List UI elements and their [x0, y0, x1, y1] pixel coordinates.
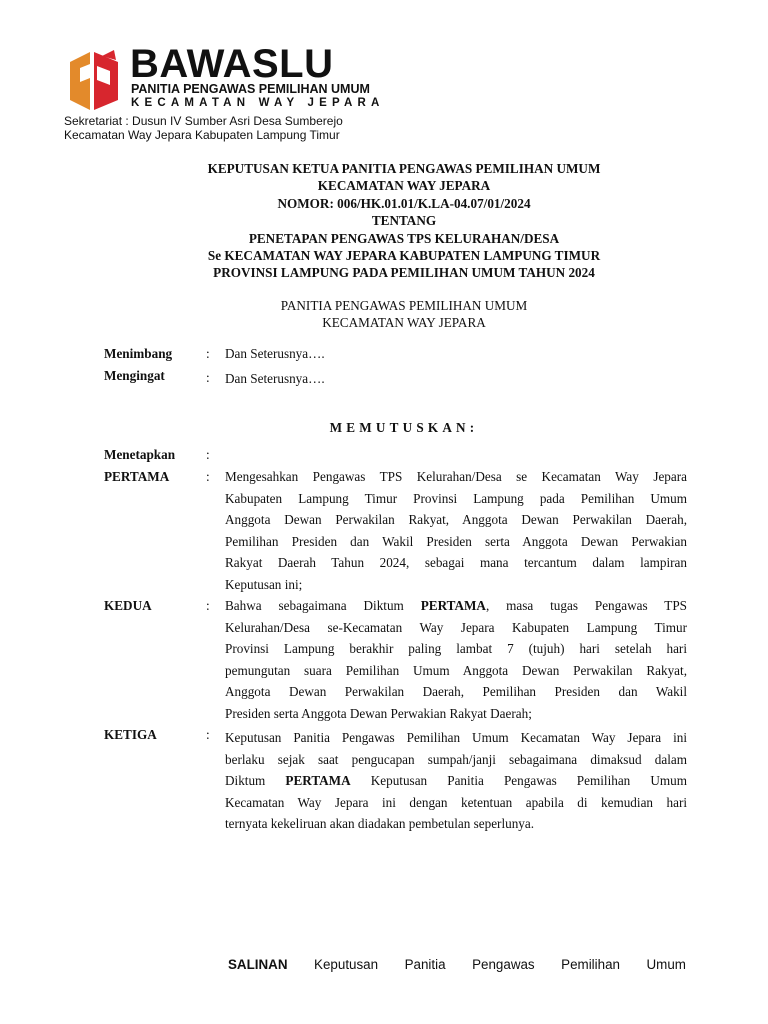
mengingat-label: Mengingat [104, 368, 165, 383]
brand-subtitle: PANITIA PENGAWAS PEMILIHAN UMUM [131, 82, 370, 96]
colon: : [206, 469, 210, 484]
text-line: Kabupaten Lampung Timur Provinsi Lampung pada Pemilihan Umum [225, 490, 687, 506]
colon: : [206, 346, 210, 361]
mengingat-value: Dan Seterusnya…. [225, 371, 325, 386]
menimbang-value: Dan Seterusnya…. [225, 346, 325, 361]
colon: : [206, 727, 210, 742]
decree-number: NOMOR: 006/HK.01.01/K.LA-04.07/01/2024 [277, 195, 531, 211]
text-line: Rakyat Daerah Tahun 2024, sebagai mana tercantum dalam lampiran [225, 555, 687, 571]
text-line: berlaku sejak saat pengucapan sumpah/janji sebagaimana dimaksud dalam [225, 751, 687, 767]
bawaslu-logo-icon [64, 48, 122, 114]
footer-word: Umum [646, 957, 686, 972]
title-line: TENTANG [371, 213, 437, 229]
text-line [225, 595, 687, 617]
text-line: Presiden serta Anggota Dewan Perwakian Rakyat Daerah; [225, 705, 532, 721]
text-line: Kelurahan/Desa se-Kecamatan Way Jepara Kabupaten Lampung Timur [225, 619, 687, 635]
letterhead [64, 42, 385, 142]
text-line: Provinsi Lampung berakhir paling lambat 7 (tujuh) hari setelah hari [225, 641, 687, 657]
text-line: Keputusan ini; [225, 576, 303, 592]
text-line: Pemilihan Presiden dan Wakil Presiden serta Anggota Dewan Perwakian [225, 533, 687, 549]
org-line: KECAMATAN WAY JEPARA [322, 315, 486, 331]
footer-word: SALINAN [228, 957, 288, 972]
text-line: Mengesahkan Pengawas TPS Kelurahan/Desa se Kecamatan Way Jepara [225, 469, 687, 484]
footer-word: Panitia [404, 957, 446, 972]
title-line: Se KECAMATAN WAY JEPARA KABUPATEN LAMPUNG TIMUR [207, 248, 601, 264]
text-line: Anggota Dewan Perwakilan Daerah, Pemilihan Presiden dan Wakil [225, 684, 687, 700]
kedua-label: KEDUA [104, 598, 152, 613]
text-fragment: Diktum [225, 773, 286, 789]
footer-word: Pemilihan [561, 957, 620, 972]
colon: : [206, 598, 210, 613]
menimbang-label: Menimbang [104, 346, 173, 361]
title-line: PROVINSI LAMPUNG PADA PEMILIHAN UMUM TAHUN 2024 [213, 265, 595, 281]
footer-salinan [228, 957, 686, 972]
memutuskan-heading: MEMUTUSKAN: [329, 420, 479, 435]
title-line: KECAMATAN WAY JEPARA [317, 178, 491, 194]
address-line-2: Kecamatan Way Jepara Kabupaten Lampung Timur [64, 128, 340, 142]
ketiga-text [225, 727, 687, 835]
pertama-label: PERTAMA [104, 469, 170, 484]
title-line: PENETAPAN PENGAWAS TPS KELURAHAN/DESA [248, 230, 560, 246]
menetapkan-label: Menetapkan [104, 447, 176, 462]
kedua-text [225, 595, 687, 725]
text-fragment: , masa tugas Pengawas TPS [485, 598, 687, 613]
text-line: pemungutan suara Pemilihan Umum Anggota Dewan Perwakilan Rakyat, [225, 662, 687, 678]
ketiga-label: KETIGA [104, 727, 157, 742]
pertama-text [225, 466, 687, 596]
address-line-1: Sekretariat : Dusun IV Sumber Asri Desa Sumberejo [64, 114, 343, 128]
diktum-reference: PERTAMA [420, 598, 486, 613]
text-fragment: Bahwa sebagaimana Diktum [225, 598, 421, 613]
text-line: Kecamatan Way Jepara ini dengan ketentuan apabila di kemudian hari [225, 794, 687, 810]
text-line: ternyata kekeliruan akan diadakan pembetulan seperlunya. [225, 816, 535, 832]
org-line: PANITIA PENGAWAS PEMILIHAN UMUM [280, 298, 528, 313]
colon: : [206, 370, 210, 385]
brand-name: BAWASLU [130, 42, 334, 86]
text-line: Anggota Dewan Perwakilan Rakyat, Anggota Dewan Perwakilan Daerah, [225, 512, 687, 528]
text-fragment: Keputusan Panitia Pengawas Pemilihan Umum [350, 773, 688, 789]
footer-word: Keputusan [314, 957, 379, 972]
issuing-body [104, 297, 704, 332]
brand-district: KECAMATAN WAY JEPARA [131, 97, 385, 109]
text-line: Keputusan Panitia Pengawas Pemilihan Umum Kecamatan Way Jepara ini [225, 730, 687, 745]
colon: : [206, 447, 210, 462]
text-line [225, 770, 687, 792]
footer-word: Pengawas [472, 957, 535, 972]
title-line: KEPUTUSAN KETUA PANITIA PENGAWAS PEMILIHAN UMUM [207, 161, 601, 176]
decree-title [104, 160, 704, 282]
diktum-reference: PERTAMA [285, 773, 351, 789]
